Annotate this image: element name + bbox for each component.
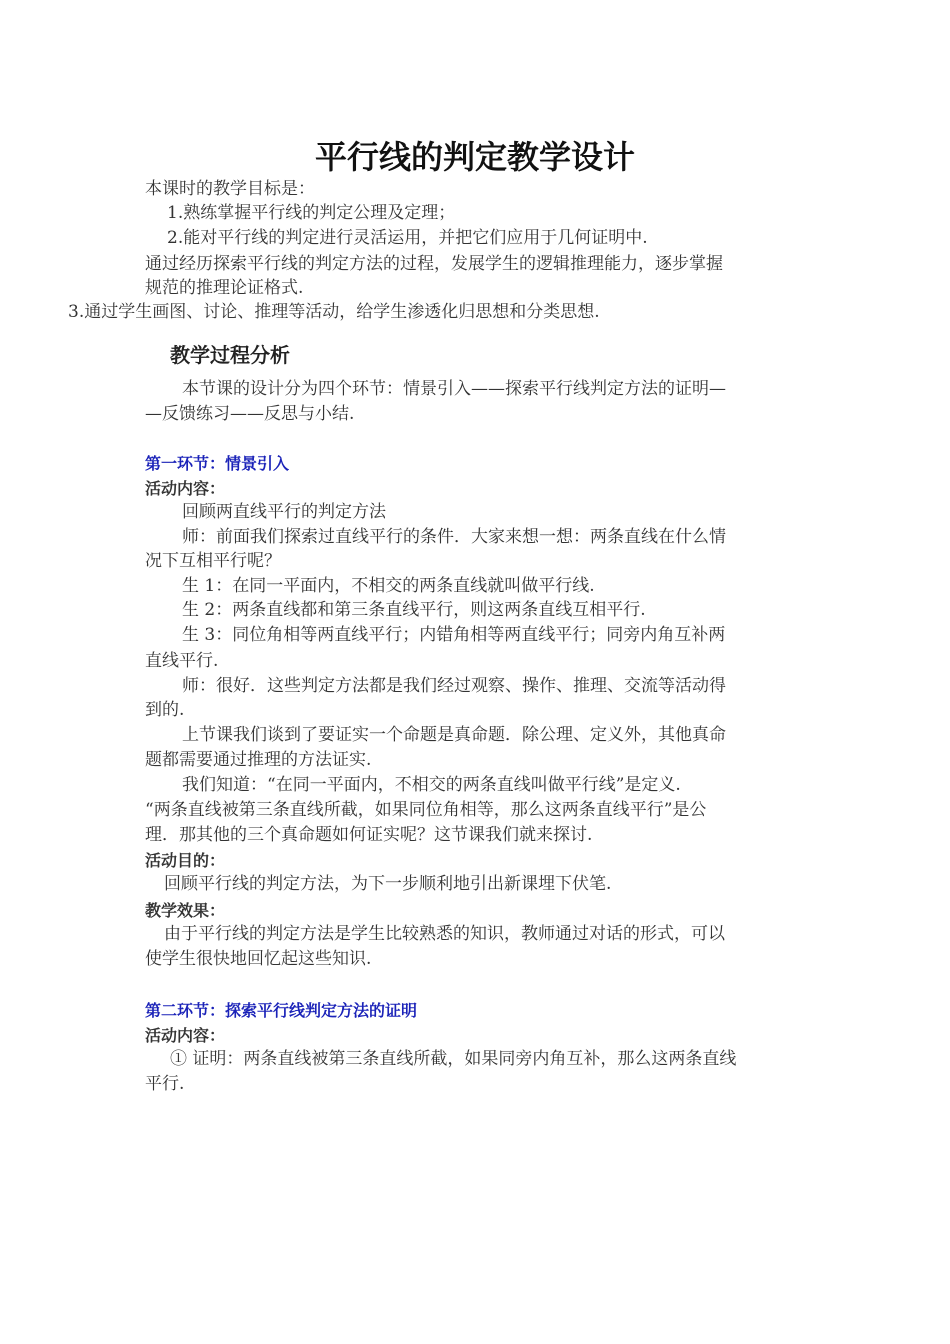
section-1-line: 生 3：同位角相等两直线平行；内错角相等两直线平行；同旁内角互补两 (182, 625, 726, 645)
section-1-effect-line-2: 使学生很快地回忆起这些知识. (145, 949, 372, 969)
section-1-line: 题都需要通过推理的方法证实. (145, 750, 372, 770)
section-1-line: 况下互相平行呢？ (145, 551, 281, 571)
section-1-line: “两条直线被第三条直线所截，如果同位角相等，那么这两条直线平行”是公 (145, 800, 707, 820)
section-1-effect-line-1: 由于平行线的判定方法是学生比较熟悉的知识，教师通过对话的形式，可以 (164, 924, 725, 944)
objective-paragraph-line-2: 规范的推理论证格式. (145, 278, 304, 298)
section-1-line: 上节课我们谈到了要证实一个命题是真命题．除公理、定义外，其他真命 (182, 725, 726, 745)
section-1-line: 我们知道：“在同一平面内，不相交的两条直线叫做平行线”是定义. (182, 775, 681, 795)
section-1-line: 回顾两直线平行的判定方法 (182, 502, 386, 522)
objective-item-1: 1.熟练掌握平行线的判定公理及定理； (167, 203, 456, 223)
section-1-title: 第一环节：情景引入 (145, 454, 290, 473)
section-1-effect-label: 教学效果： (145, 901, 226, 920)
section-1-line: 生 1：在同一平面内，不相交的两条直线就叫做平行线. (182, 576, 595, 596)
section-1-line: 到的. (145, 700, 185, 720)
section-1-line: 理．那其他的三个真命题如何证实呢？这节课我们就来探讨. (145, 825, 593, 845)
section-1-line: 生 2：两条直线都和第三条直线平行，则这两条直线互相平行. (182, 600, 646, 620)
objective-item-3: 3.通过学生画图、讨论、推理等活动，给学生渗透化归思想和分类思想. (68, 302, 600, 322)
section-1-line: 直线平行. (145, 651, 219, 671)
section-2-content-label: 活动内容： (145, 1026, 226, 1045)
objective-item-2: 2.能对平行线的判定进行灵活运用，并把它们应用于几何证明中. (167, 228, 648, 248)
section-2-line: 平行. (145, 1074, 185, 1094)
process-overview-line-1: 本节课的设计分为四个环节：情景引入——探索平行线判定方法的证明— (182, 379, 726, 399)
section-1-purpose-label: 活动目的： (145, 851, 226, 870)
objective-paragraph-line-1: 通过经历探索平行线的判定方法的过程，发展学生的逻辑推理能力，逐步掌握 (145, 254, 723, 274)
section-2-title: 第二环节：探索平行线判定方法的证明 (145, 1001, 418, 1020)
section-1-purpose-text: 回顾平行线的判定方法，为下一步顺利地引出新课埋下伏笔. (164, 874, 612, 894)
section-1-line: 师：前面我们探索过直线平行的条件．大家来想一想：两条直线在什么情 (182, 527, 726, 547)
process-overview-line-2: —反馈练习——反思与小结. (145, 404, 355, 424)
process-heading: 教学过程分析 (170, 343, 290, 367)
objectives-intro: 本课时的教学目标是： (145, 179, 315, 199)
section-1-line: 师：很好．这些判定方法都是我们经过观察、操作、推理、交流等活动得 (182, 676, 726, 696)
section-2-line: ① 证明：两条直线被第三条直线所截，如果同旁内角互补，那么这两条直线 (170, 1049, 737, 1069)
document-title: 平行线的判定教学设计 (314, 138, 635, 176)
section-1-content-label: 活动内容： (145, 479, 226, 498)
